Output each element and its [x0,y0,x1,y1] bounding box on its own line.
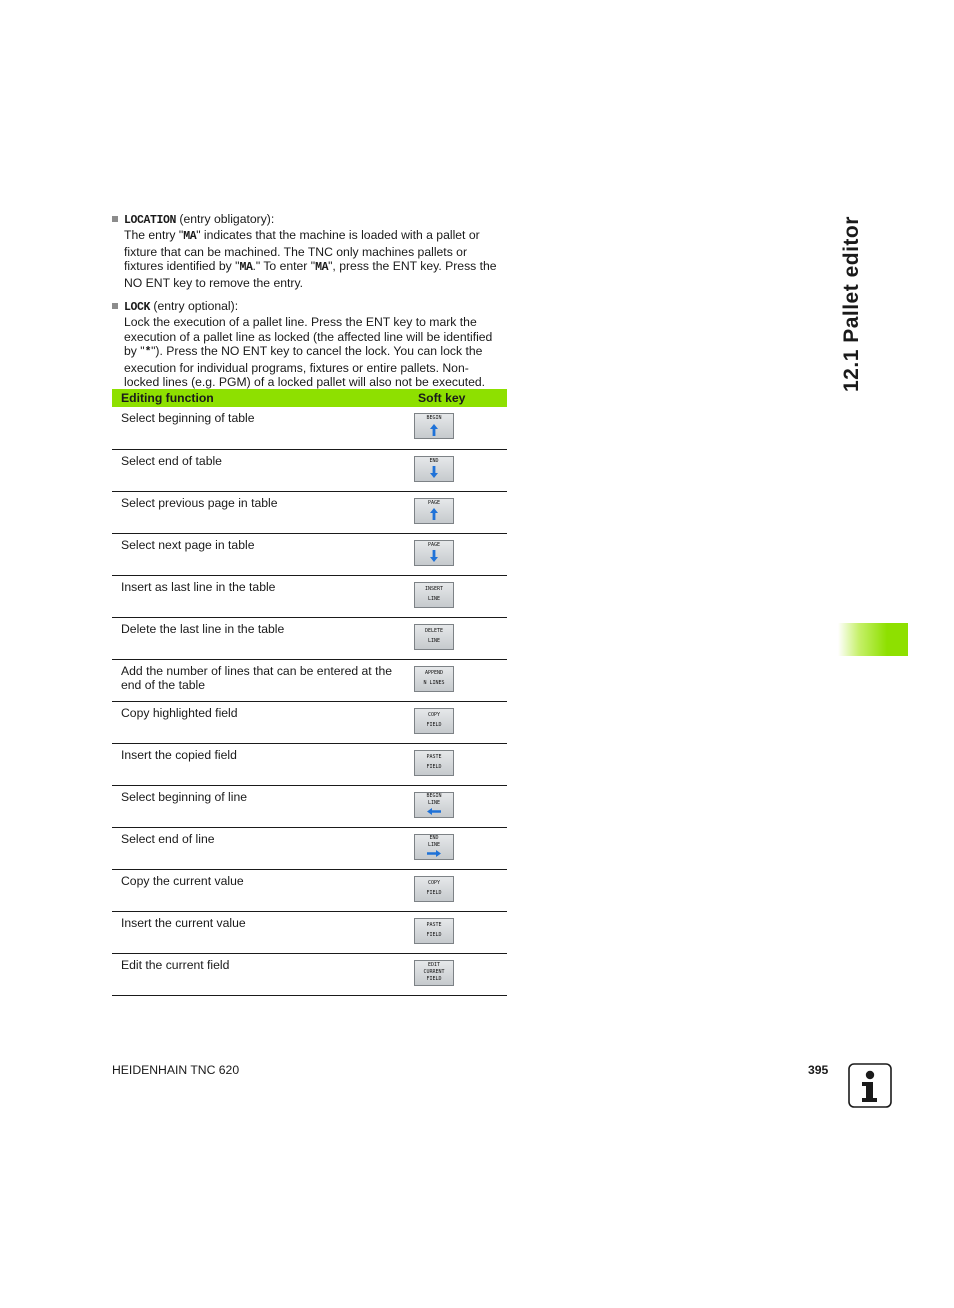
code-segment: MA [183,230,197,244]
softkey-cell [412,785,507,827]
text-segment: execution of a pallet line as locked (the affected line will be identified [124,329,493,344]
text-segment: fixtures identified by " [124,259,240,274]
softkey-cell [412,743,507,785]
parameter-name: LOCATION [124,214,177,227]
arrow-up-icon [430,508,438,520]
softkey-label: END [429,457,439,464]
text-segment: "). Press the NO ENT key to cancel the lock. You can lock the [151,344,483,359]
softkey[interactable] [414,582,454,608]
softkey-cell [412,911,507,953]
text-segment: NO ENT key to remove the entry. [124,275,304,290]
table-row [112,449,507,491]
bullet-marker [112,216,118,222]
section-title: 12.1 Pallet editor [840,216,863,392]
softkey[interactable] [414,456,454,482]
softkey-label: LINE [427,800,441,806]
softkey-label: END [429,835,439,842]
description-line [124,330,508,344]
softkey-cell [412,659,507,701]
table-row [112,743,507,785]
softkey[interactable] [414,792,454,818]
arrow-down-icon [430,550,438,562]
editing-functions-table [112,389,507,996]
softkey[interactable] [414,666,454,692]
softkey-label: N LINES [423,679,445,686]
function-label: Select next page in table [112,533,412,575]
text-segment: Lock the execution of a pallet line. Press the ENT key to mark the [124,315,477,330]
text-segment: execution for individual programs, fixtures or entire pallets. Non- [124,360,469,375]
softkey-label: BEGIN [426,793,442,800]
table-row [112,491,507,533]
softkey[interactable] [414,498,454,524]
softkey-cell [412,869,507,911]
softkey-label: LINE [427,842,441,848]
function-label: Add the number of lines that can be entered at the end of the table [112,659,412,701]
function-label: Delete the last line in the table [112,617,412,659]
description-line [124,361,508,375]
bullet-heading [124,212,508,228]
softkey-label: BEGIN [426,415,442,422]
table-row [112,407,507,449]
softkey-cell [412,701,507,743]
table-row [112,533,507,575]
softkey[interactable] [414,960,454,986]
softkey-label: FIELD [426,763,442,770]
description-line [124,245,508,259]
table-row [112,827,507,869]
table-row [112,659,507,701]
bullet-marker [112,303,118,309]
arrow-up-icon [430,424,438,436]
softkey[interactable] [414,540,454,566]
page-number: 395 [808,1063,829,1077]
softkey[interactable] [414,413,454,439]
softkey-label: EDIT [427,961,441,968]
description-line [124,228,508,244]
softkey-cell [412,827,507,869]
function-label: Insert as last line in the table [112,575,412,617]
parameter-note: (entry optional): [150,299,239,314]
bullet-item [112,299,508,389]
softkey[interactable] [414,834,454,860]
table-row [112,911,507,953]
header-editing-function: Editing function [112,389,412,407]
parameter-list [112,212,508,398]
softkey[interactable] [414,750,454,776]
info-icon [848,1063,892,1108]
arrow-right-icon [427,850,441,857]
description-line [124,315,508,329]
softkey-label: APPEND [424,670,444,677]
text-segment: The entry " [124,228,184,243]
softkey-label: COPY [427,880,441,887]
softkey-cell [412,533,507,575]
parameter-name: LOCK [124,301,151,315]
code-segment: * [144,346,152,360]
bullet-item [112,212,508,290]
function-label: Copy the current value [112,869,412,911]
function-label: Insert the copied field [112,743,412,785]
softkey[interactable] [414,918,454,944]
softkey-label: FIELD [426,889,442,896]
text-segment: fixture that can be machined. The TNC only machines pallets or [124,244,468,259]
function-label: Copy highlighted field [112,701,412,743]
softkey-cell [412,617,507,659]
function-label: Select beginning of line [112,785,412,827]
table-header-row [112,389,507,407]
softkey-label: LINE [427,637,441,644]
softkey-label: PAGE [427,499,441,506]
softkey-label: INSERT [424,586,444,593]
softkey-label: FIELD [426,976,442,983]
text-segment: by " [124,344,145,359]
arrow-left-icon [427,808,441,815]
table-row [112,869,507,911]
chapter-tab [838,623,908,656]
softkey-cell [412,407,507,449]
function-label: Select previous page in table [112,491,412,533]
description-line [124,375,508,389]
description-line [124,276,508,290]
text-segment: locked lines (e.g. PGM) of a locked pallet will also not be executed. [124,375,486,390]
softkey[interactable] [414,624,454,650]
footer-product: HEIDENHAIN TNC 620 [112,1063,240,1077]
arrow-down-icon [430,466,438,478]
function-label: Edit the current field [112,953,412,995]
softkey-label: PAGE [427,541,441,548]
bullet-heading [124,299,508,315]
text-segment: ", press the ENT key. Press the [328,259,497,274]
header-soft-key: Soft key [412,389,507,407]
text-segment: " indicates that the machine is loaded with a pallet or [196,228,480,243]
softkey-label: LINE [427,595,441,602]
softkey-cell [412,953,507,995]
softkey-cell [412,491,507,533]
softkey-cell [412,575,507,617]
function-label: Select end of table [112,449,412,491]
parameter-note: (entry obligatory): [176,212,275,226]
table-row [112,617,507,659]
function-label: Insert the current value [112,911,412,953]
code-segment: MA [239,261,253,275]
code-segment: MA [315,261,329,275]
table-row [112,953,507,995]
text-segment: ." To enter " [252,259,316,274]
softkey-label: FIELD [426,721,442,728]
table-row [112,701,507,743]
softkey-label: COPY [427,712,441,719]
softkey-label: FIELD [426,931,442,938]
table-row [112,785,507,827]
softkey[interactable] [414,708,454,734]
softkey-label: DELETE [424,628,444,635]
softkey-cell [412,449,507,491]
description-line [124,259,508,275]
description-line [124,344,508,360]
softkey-label: CURRENT [423,969,445,975]
table-row [112,575,507,617]
softkey-label: PASTE [426,922,442,929]
softkey[interactable] [414,876,454,902]
function-label: Select end of line [112,827,412,869]
function-label: Select beginning of table [112,407,412,449]
softkey-label: PASTE [426,754,442,761]
